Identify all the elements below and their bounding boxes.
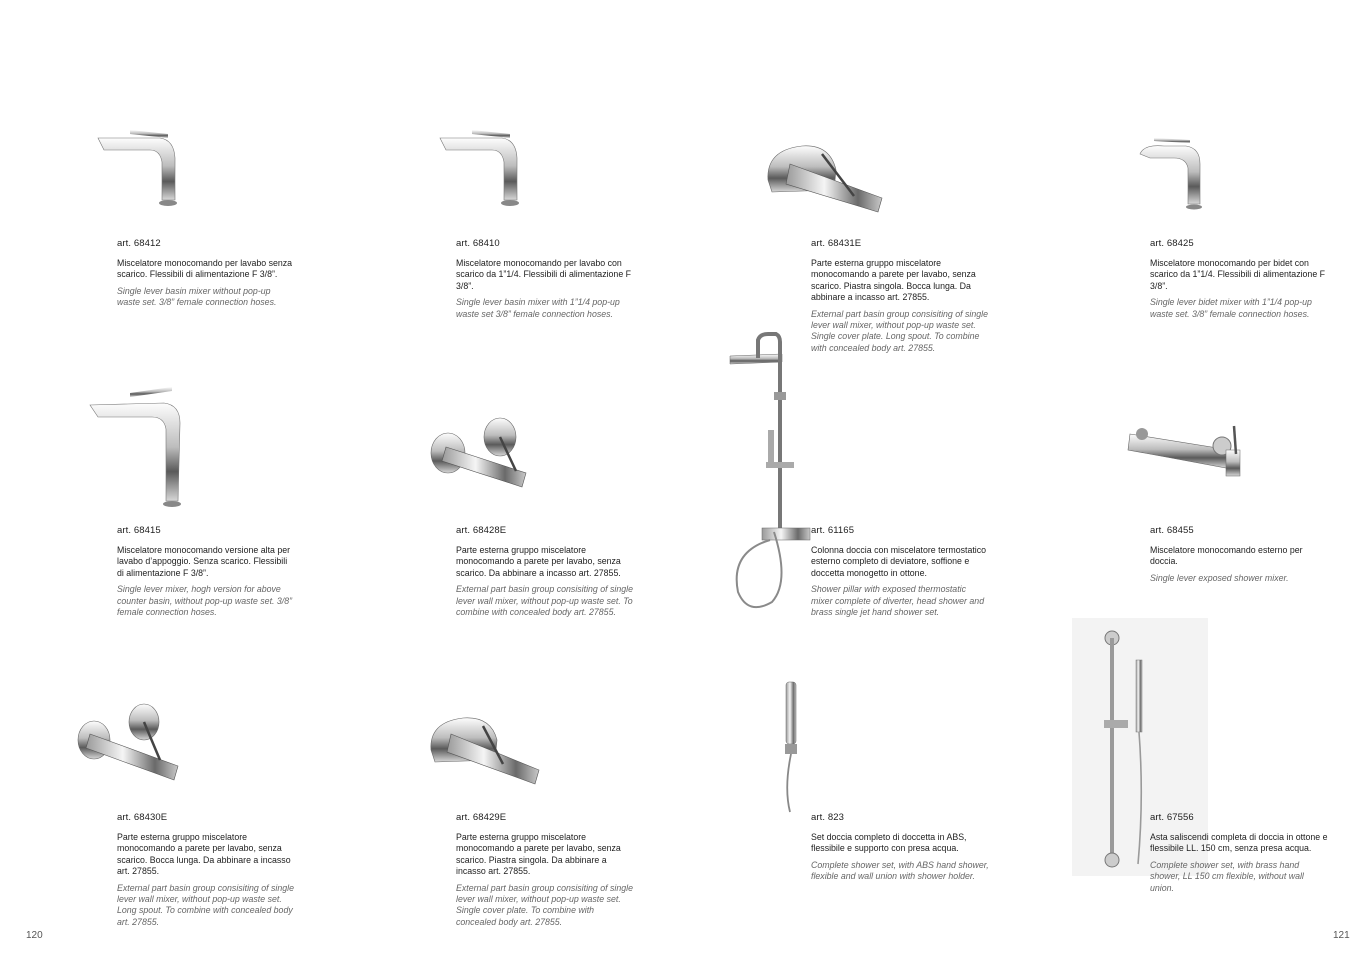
bidet-mixer-68425-image bbox=[1130, 130, 1210, 212]
article-number: art. 68412 bbox=[117, 238, 161, 249]
hand-shower-823-image bbox=[780, 678, 804, 814]
description-italian: Miscelatore monocomando esterno per doccia. bbox=[1150, 545, 1303, 567]
wall-mixer-68429e-image bbox=[425, 712, 543, 788]
description-italian: Parte esterna gruppo miscelatore monocomando a parete per lavabo, senza scarico. Piastra singola. Bocca lunga. Da abbinare a incasso art. 27855. bbox=[811, 258, 976, 303]
description-english: External part basin group consisiting of single lever wall mixer, without pop-up waste set. To combine with concealed body art. 27855. bbox=[456, 584, 634, 618]
high-basin-mixer-68415-image bbox=[86, 383, 190, 511]
article-number: art. 68455 bbox=[1150, 525, 1194, 536]
sliding-rail-67556-image bbox=[1098, 628, 1152, 874]
description-italian: Asta saliscendi completa di doccia in ottone e flessibile LL. 150 cm, senza presa acqua. bbox=[1150, 832, 1328, 854]
product-823 bbox=[811, 812, 989, 883]
product-68425 bbox=[1150, 238, 1328, 320]
article-number: art. 68430E bbox=[117, 812, 168, 823]
basin-mixer-68412-image bbox=[90, 118, 185, 213]
article-number: art. 67556 bbox=[1150, 812, 1194, 823]
product-68412 bbox=[117, 238, 295, 309]
article-number: art. 68431E bbox=[811, 238, 862, 249]
description-english: External part basin group consisiting of single lever wall mixer, without pop-up waste set. Single cover plate. To combine with concealed body art. 27855. bbox=[456, 882, 634, 927]
description-italian: Set doccia completo di doccetta in ABS, flessibile e supporto con presa acqua. bbox=[811, 832, 967, 854]
description-english: Single lever basin mixer without pop-up waste set. 3/8” female connection hoses. bbox=[117, 285, 277, 308]
description-italian: Parte esterna gruppo miscelatore monocomando a parete per lavabo, senza scarico. Da abbinare a incasso art. 27855. bbox=[456, 545, 621, 578]
product-68429e bbox=[456, 812, 634, 928]
description-english: Single lever mixer, hogh version for above counter basin, without pop-up waste set. 3/8” female connection hoses. bbox=[117, 584, 293, 618]
article-number: art. 68415 bbox=[117, 525, 161, 536]
wall-mixer-68430e-image bbox=[74, 700, 182, 784]
description-italian: Miscelatore monocomando per lavabo con scarico da 1”1/4. Flessibili di alimentazione F 3/8”. bbox=[456, 258, 632, 291]
page-number-right: 121 bbox=[1333, 930, 1350, 941]
shower-mixer-68455-image bbox=[1126, 420, 1244, 482]
article-number: art. 823 bbox=[811, 812, 845, 823]
description-italian: Miscelatore monocomando per lavabo senza scarico. Flessibili di alimentazione F 3/8”. bbox=[117, 258, 293, 280]
product-68415 bbox=[117, 525, 295, 618]
product-68430e bbox=[117, 812, 295, 928]
wall-mixer-68431e-image bbox=[762, 140, 888, 220]
description-english: Complete shower set, with ABS hand shower, flexible and wall union with shower holder. bbox=[811, 859, 989, 882]
product-61165 bbox=[811, 525, 989, 618]
description-italian: Parte esterna gruppo miscelatore monocomando a parete per lavabo, senza scarico. Bocca lunga. Da abbinare a incasso art. 27855. bbox=[117, 832, 291, 877]
shower-column-61165-image bbox=[728, 332, 812, 616]
article-number: art. 68410 bbox=[456, 238, 500, 249]
product-67556 bbox=[1150, 812, 1328, 894]
description-italian: Colonna doccia con miscelatore termostatico esterno completo di deviatore, soffione e doccetta monogetto in ottone. bbox=[811, 545, 987, 578]
description-english: Single lever basin mixer with 1”1/4 pop-up waste set 3/8” female connection hoses. bbox=[456, 297, 620, 319]
description-italian: Parte esterna gruppo miscelatore monocomando a parete per lavabo, senza scarico. Piastra singola. Da abbinare a incasso art. 27855. bbox=[456, 832, 621, 877]
description-english: Single lever exposed shower mixer. bbox=[1150, 572, 1289, 583]
product-68431e bbox=[811, 238, 989, 354]
description-english: External part basin group consisiting of single lever wall mixer, without pop-up waste set. Single cover plate. Long spout. To combine with concealed body art. 27855. bbox=[811, 308, 989, 353]
page-number-left: 120 bbox=[26, 930, 43, 941]
article-number: art. 68429E bbox=[456, 812, 507, 823]
article-number: art. 68428E bbox=[456, 525, 507, 536]
article-number: art. 68425 bbox=[1150, 238, 1194, 249]
description-english: Single lever bidet mixer with 1”1/4 pop-up waste set. 3/8” female connection hoses. bbox=[1150, 297, 1312, 319]
description-english: Shower pillar with exposed thermostatic mixer complete of diverter, head shower and brass single jet hand shower set. bbox=[811, 584, 985, 618]
basin-mixer-68410-image bbox=[432, 118, 527, 213]
description-english: Complete shower set, with brass hand shower, LL 150 cm flexible, without wall union. bbox=[1150, 859, 1304, 893]
product-68428e bbox=[456, 525, 634, 618]
wall-mixer-68428e-image bbox=[428, 413, 533, 495]
product-68455 bbox=[1150, 525, 1328, 584]
description-english: External part basin group consisiting of single lever wall mixer, without pop-up waste set. Long spout. To combine with concealed body art. 27855. bbox=[117, 882, 295, 927]
product-68410 bbox=[456, 238, 634, 320]
article-number: art. 61165 bbox=[811, 525, 855, 536]
description-italian: Miscelatore monocomando per bidet con scarico da 1”1/4. Flessibili di alimentazione F 3/8”. bbox=[1150, 258, 1326, 291]
description-italian: Miscelatore monocomando versione alta per lavabo d’appoggio. Senza scarico. Flessibili di alimentazione F 3/8”. bbox=[117, 545, 291, 578]
